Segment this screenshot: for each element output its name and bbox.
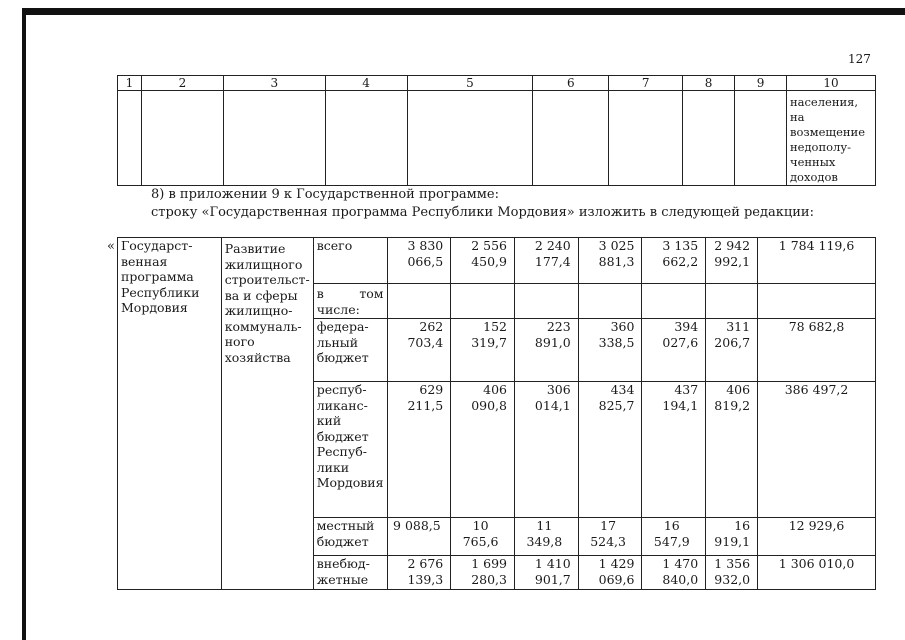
value-cell [706,238,758,284]
value-cell [514,238,578,284]
value-cell [758,319,876,382]
text-line: 2 676 [407,556,444,571]
text-line: возмещение [789,125,866,139]
value-cell [642,382,706,518]
text-line: 406 [483,382,507,397]
text-line: 932,0 [714,571,751,587]
text-line: 16 547,9 [653,518,690,549]
text-line: 17 524,3 [590,518,626,549]
text-line: 152 [483,319,507,334]
value-cell [514,284,578,319]
text-line: 319,7 [471,334,507,350]
scan-border-left [22,8,26,640]
opening-quote: « [107,239,115,254]
text-line: кий [316,413,342,428]
text-line: 840,0 [662,571,699,587]
text-line: бюджет [316,350,369,365]
text-line: 1 410 [534,556,571,571]
text-line: 3 135 [662,238,699,253]
text-line: Республики [121,284,200,300]
scan-border-top [22,8,905,15]
text-line: Респуб- [316,444,367,459]
text-line: недополу- [789,140,851,154]
text-line: 16 [734,518,751,533]
header-cell: 10 [786,76,875,91]
text-line: 360 [610,319,635,334]
funding-source-cell [313,284,387,319]
text-line: 311 [726,319,751,334]
text-line: числе: [316,301,360,317]
value-cell [451,284,515,319]
value-cell [451,556,515,590]
text-line: Государст- [121,238,193,253]
value-cell [451,238,515,284]
text-line: 3 830 [407,238,444,253]
text-line: 177,4 [534,253,571,269]
value-cell [706,556,758,590]
text-line: бюджет [316,428,369,444]
text-line: 662,2 [662,253,699,269]
text-line: всего [316,238,353,253]
cell [683,91,735,186]
header-cell: 2 [141,76,223,91]
text-line: 014,1 [534,397,571,413]
header-row [118,76,876,91]
text-line: 066,5 [407,253,444,269]
body-row [118,91,876,186]
text-line: 338,5 [598,334,635,350]
text-line: 1 784 119,6 [778,238,855,253]
program-table [117,237,876,590]
funding-source-cell [313,382,387,518]
value-cell [758,556,876,590]
value-cell [758,284,876,319]
text-line: Мордовия [121,300,188,315]
text-line: 211,5 [407,397,444,413]
paragraph-line-1: 8) в приложении 9 к Государственной программе: [151,187,499,202]
word: том [359,286,384,301]
text-line: 139,3 [407,571,444,587]
value-cell [578,556,642,590]
text-line: 027,6 [662,334,699,350]
value-cell [642,518,706,556]
value-cell [514,556,578,590]
value-cell [642,556,706,590]
text-line: Развитие [224,241,286,256]
text-line: хозяйства [224,349,291,365]
value-cell [387,556,451,590]
value-cell [578,518,642,556]
header-cell: 5 [407,76,533,91]
text-line: федера- [316,319,369,334]
text-line: 437 [674,382,699,397]
text-line: бюджет [316,533,369,549]
text-line: Мордовия [316,475,384,490]
header-cell: 7 [609,76,683,91]
text-line [317,286,384,302]
cell [407,91,533,186]
text-line: 825,7 [598,397,635,413]
header-cell: 3 [223,76,325,91]
text-line: ченных [789,155,836,169]
text-line: 450,9 [471,253,507,269]
value-cell [706,284,758,319]
cell [223,91,325,186]
text-line: венная [121,253,168,269]
subprogram-cell [221,238,313,590]
text-line: 12 929,6 [788,518,845,533]
funding-source-cell [313,319,387,382]
value-cell [578,319,642,382]
text-line: 434 [610,382,635,397]
header-cell: 9 [735,76,787,91]
text-line: 206,7 [714,334,751,350]
text-line: ликанс- [316,397,368,413]
text-line: 1 356 [714,556,751,571]
word: в [316,286,324,301]
text-line: 881,3 [598,253,635,269]
text-line: 280,3 [471,571,507,587]
value-cell [578,238,642,284]
text-line: 992,1 [714,253,751,269]
text-line: 629 [419,382,444,397]
cell [141,91,223,186]
text-line: 1 699 [471,556,507,571]
header-cell: 8 [683,76,735,91]
text-line: 2 240 [534,238,571,253]
page-number: 127 [848,52,871,66]
value-cell [642,319,706,382]
text-line: ного [224,334,255,349]
text-line: программа [121,269,194,284]
text-line: 703,4 [407,334,444,350]
cell-col10 [786,91,875,186]
funding-source-cell [313,556,387,590]
header-cell: 1 [118,76,142,91]
text-line: 386 497,2 [784,382,849,397]
text-line: 891,0 [534,334,571,350]
value-cell [758,518,876,556]
cell [735,91,787,186]
text-line: доходов [789,170,838,184]
text-line: 819,2 [714,397,751,413]
text-line: внебюд- [316,556,370,571]
paragraph-line-2: строку «Государственная программа Республики Мордовия» изложить в следующей редакции: [151,205,814,220]
text-line: жилищного [224,256,303,272]
value-cell [387,238,451,284]
text-line: 262 [419,319,444,334]
value-cell [514,382,578,518]
text-line: 090,8 [471,397,507,413]
table-row [118,238,876,284]
text-line: 2 942 [714,238,751,253]
text-line: 223 [546,319,571,334]
program-name-cell [118,238,222,590]
value-cell [706,382,758,518]
value-cell [387,284,451,319]
funding-source-cell [313,238,387,284]
text-line: 3 025 [598,238,635,253]
text-line: 1 470 [662,556,699,571]
text-line: 394 [674,319,699,334]
text-line: 10 765,6 [462,518,499,549]
text-line: 194,1 [662,397,699,413]
value-cell [642,238,706,284]
value-cell [387,319,451,382]
text-line: жилищно- [224,303,293,318]
text-line: 78 682,8 [788,319,845,334]
cell [533,91,609,186]
value-cell [578,284,642,319]
text-line: лики [316,459,350,475]
cell [609,91,683,186]
cell [118,91,142,186]
text-line: 901,7 [534,571,571,587]
continuation-table [117,75,876,186]
header-cell: 4 [325,76,407,91]
text-line: населения, на [789,95,859,124]
value-cell [706,319,758,382]
text-line: коммуналь- [224,318,302,334]
text-line: строительст- [224,272,310,287]
value-cell [642,284,706,319]
text-line: 11 349,8 [526,518,563,549]
value-cell [578,382,642,518]
value-cell [706,518,758,556]
text-line: 1 306 010,0 [778,556,855,571]
text-line: 069,6 [598,571,635,587]
text-line: респуб- [316,382,367,397]
text-line: 306 [546,382,571,397]
value-cell [514,319,578,382]
value-cell [451,382,515,518]
funding-source-cell [313,518,387,556]
text-line: жетные [316,571,369,587]
value-cell [758,382,876,518]
text-line: льный [316,334,359,350]
header-cell: 6 [533,76,609,91]
value-cell [387,518,451,556]
value-cell [387,382,451,518]
text-line: 919,1 [714,533,751,549]
text-line: ва и сферы [224,287,298,303]
value-cell [451,319,515,382]
text-line: 9 088,5 [393,518,441,533]
text-line: 406 [726,382,751,397]
text-line: 1 429 [598,556,635,571]
value-cell [758,238,876,284]
cell [325,91,407,186]
text-line: 2 556 [471,238,507,253]
value-cell [514,518,578,556]
text-line: местный [316,518,375,533]
value-cell [451,518,515,556]
